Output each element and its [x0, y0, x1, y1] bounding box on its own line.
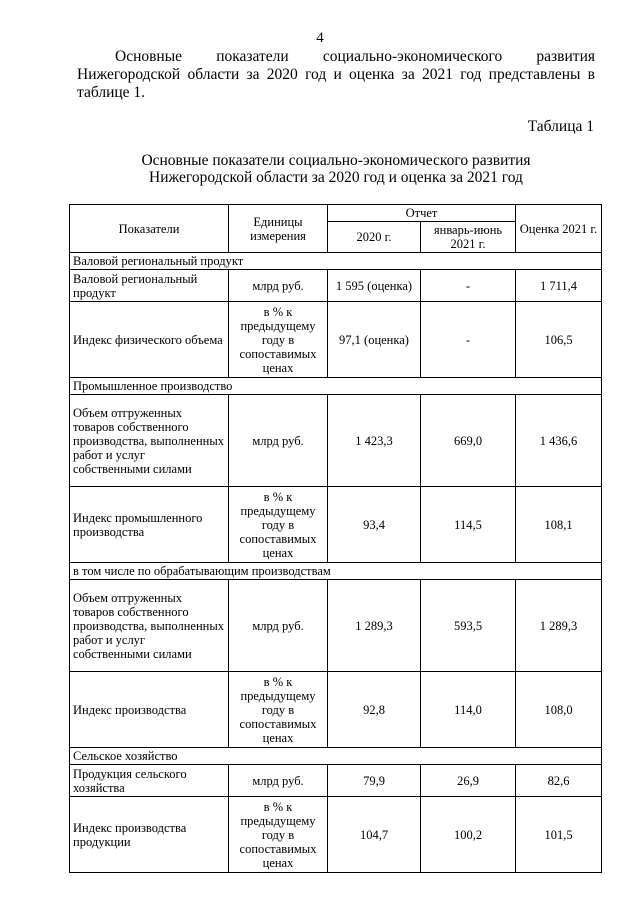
table-row	[70, 672, 602, 748]
value-jan-jun: 114,0	[421, 672, 516, 748]
table-body	[70, 253, 602, 873]
value-2020: 93,4	[328, 487, 421, 563]
intro-paragraph: Основные показатели социально-экономического развития Нижегородской области за 2020 год и оценка за 2021 год представлены в таблице 1.	[77, 48, 595, 101]
value-jan-jun: 114,5	[421, 487, 516, 563]
indicator-unit: в % к предыдущему году в сопоставимых ценах	[229, 302, 328, 378]
section-row	[70, 748, 602, 765]
table-row	[70, 580, 602, 672]
indicator-name: Объем отгруженных товаров собственного производства, выполненных работ и услуг собственными силами	[70, 395, 229, 487]
indicator-name: Индекс промышленного производства	[70, 487, 229, 563]
table-title-line2: Нижегородской области за 2020 год и оценка за 2021 год	[149, 169, 523, 186]
table-row	[70, 302, 602, 378]
value-jan-jun: 669,0	[421, 395, 516, 487]
section-title: в том числе по обрабатывающим производствам	[70, 563, 602, 580]
section-title: Промышленное производство	[70, 378, 602, 395]
value-2020: 1 595 (оценка)	[328, 270, 421, 302]
table-title-line1: Основные показатели социально-экономического развития	[141, 152, 531, 169]
value-2020: 79,9	[328, 765, 421, 797]
value-2020: 97,1 (оценка)	[328, 302, 421, 378]
section-title: Валовой региональный продукт	[70, 253, 602, 270]
value-jan-jun: 26,9	[421, 765, 516, 797]
header-indicators: Показатели	[70, 205, 229, 253]
indicator-unit: млрд руб.	[229, 270, 328, 302]
header-2020: 2020 г.	[328, 222, 421, 253]
value-jan-jun: 593,5	[421, 580, 516, 672]
header-units: Единицы измерения	[229, 205, 328, 253]
page-number: 4	[316, 30, 324, 46]
indicator-unit: млрд руб.	[229, 395, 328, 487]
table-row	[70, 270, 602, 302]
indicator-name: Индекс производства продукции	[70, 797, 229, 873]
indicator-unit: млрд руб.	[229, 765, 328, 797]
indicators-table	[69, 204, 602, 873]
indicator-name: Валовой региональный продукт	[70, 270, 229, 302]
table-row	[70, 797, 602, 873]
table-row	[70, 395, 602, 487]
value-estimate: 1 289,3	[516, 580, 602, 672]
table-title	[77, 152, 595, 186]
value-2020: 92,8	[328, 672, 421, 748]
value-estimate: 108,0	[516, 672, 602, 748]
table-row	[70, 765, 602, 797]
value-jan-jun: -	[421, 302, 516, 378]
value-estimate: 82,6	[516, 765, 602, 797]
value-2020: 104,7	[328, 797, 421, 873]
value-jan-jun: -	[421, 270, 516, 302]
value-estimate: 101,5	[516, 797, 602, 873]
value-estimate: 1 436,6	[516, 395, 602, 487]
table-row	[70, 487, 602, 563]
value-estimate: 108,1	[516, 487, 602, 563]
value-2020: 1 289,3	[328, 580, 421, 672]
header-jan-jun: январь-июнь 2021 г.	[421, 222, 516, 253]
header-report: Отчет	[328, 205, 516, 222]
value-2020: 1 423,3	[328, 395, 421, 487]
section-row	[70, 253, 602, 270]
indicator-name: Объем отгруженных товаров собственного производства, выполненных работ и услуг собственными силами	[70, 580, 229, 672]
section-row	[70, 563, 602, 580]
indicator-unit: в % к предыдущему году в сопоставимых ценах	[229, 797, 328, 873]
indicator-unit: в % к предыдущему году в сопоставимых ценах	[229, 487, 328, 563]
value-estimate: 106,5	[516, 302, 602, 378]
value-jan-jun: 100,2	[421, 797, 516, 873]
indicator-name: Индекс физического объема	[70, 302, 229, 378]
indicator-name: Индекс производства	[70, 672, 229, 748]
table-label: Таблица 1	[527, 118, 594, 135]
section-row	[70, 378, 602, 395]
value-estimate: 1 711,4	[516, 270, 602, 302]
table-header	[70, 205, 602, 253]
indicator-name: Продукция сельского хозяйства	[70, 765, 229, 797]
indicator-unit: в % к предыдущему году в сопоставимых ценах	[229, 672, 328, 748]
header-estimate: Оценка 2021 г.	[516, 205, 602, 253]
section-title: Сельское хозяйство	[70, 748, 602, 765]
indicator-unit: млрд руб.	[229, 580, 328, 672]
